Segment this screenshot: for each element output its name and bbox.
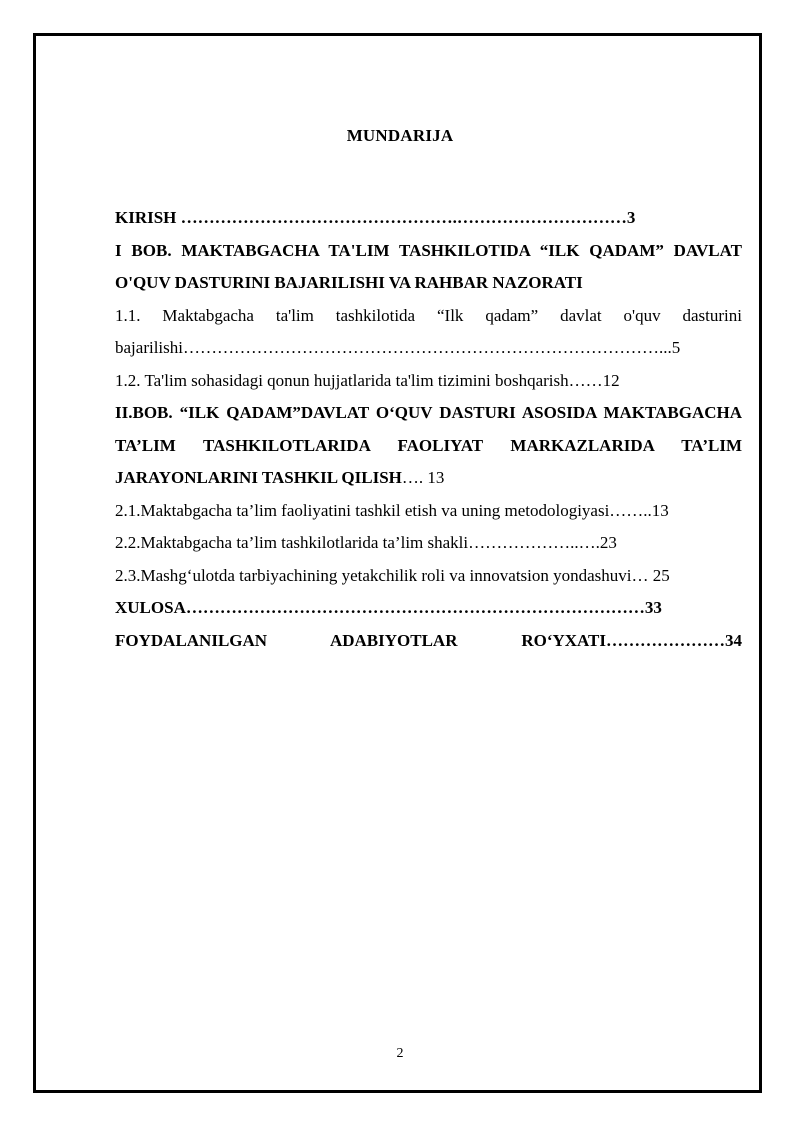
toc-chapter-2-page: …. 13 <box>401 468 445 487</box>
toc-entry-adabiyotlar: FOYDALANILGAN ADABIYOTLAR RO‘YXATI…………………34 <box>115 630 742 650</box>
toc-entry-section-2-3: 2.3.Mashg‘ulotda tarbiyachining yetakchilik roli va innovatsion yondashuvi… 25 <box>115 565 670 585</box>
toc-entry-section-1-1: 1.1. Maktabgacha ta'lim tashkilotida “Ilk qadam” davlat o'quv dasturini bajarilishi…………………………………………………………………………...5 <box>115 305 742 357</box>
toc-chapter-2-title: II.BOB. “ILK QADAM”DAVLAT O‘QUV DASTURI ASOSIDA MAKTABGACHA TA’LIM TASHKILOTLARIDA FAOLIYAT MARKAZLARIDA TA’LIM JARAYONLARINI TASHKIL QILISH <box>115 403 742 487</box>
page-number: 2 <box>396 1046 404 1061</box>
toc-entry-section-2-2: 2.2.Maktabgacha ta’lim tashkilotlarida ta’lim shakli………………..….23 <box>115 533 617 552</box>
toc-entry-kirish: KIRISH ………………………………………….…………………………3 <box>115 208 636 227</box>
toc-entry-section-1-2: 1.2. Ta'lim sohasidagi qonun hujjatlarida ta'lim tizimini boshqarish……12 <box>115 370 620 390</box>
toc-entry-chapter-1: I BOB. MAKTABGACHA TA'LIM TASHKILOTIDA “ILK QADAM” DAVLAT O'QUV DASTURINI BAJARILISHI VA RAHBAR NAZORATI <box>115 240 742 292</box>
table-of-contents <box>115 202 742 657</box>
page-title: MUNDARIJA <box>346 126 454 145</box>
toc-entry-xulosa: XULOSA………………………………………………………………………33 <box>115 598 662 617</box>
toc-entry-chapter-2 <box>115 397 742 495</box>
toc-entry-section-2-1: 2.1.Maktabgacha ta’lim faoliyatini tashkil etish va uning metodologiyasi……..13 <box>115 500 669 520</box>
